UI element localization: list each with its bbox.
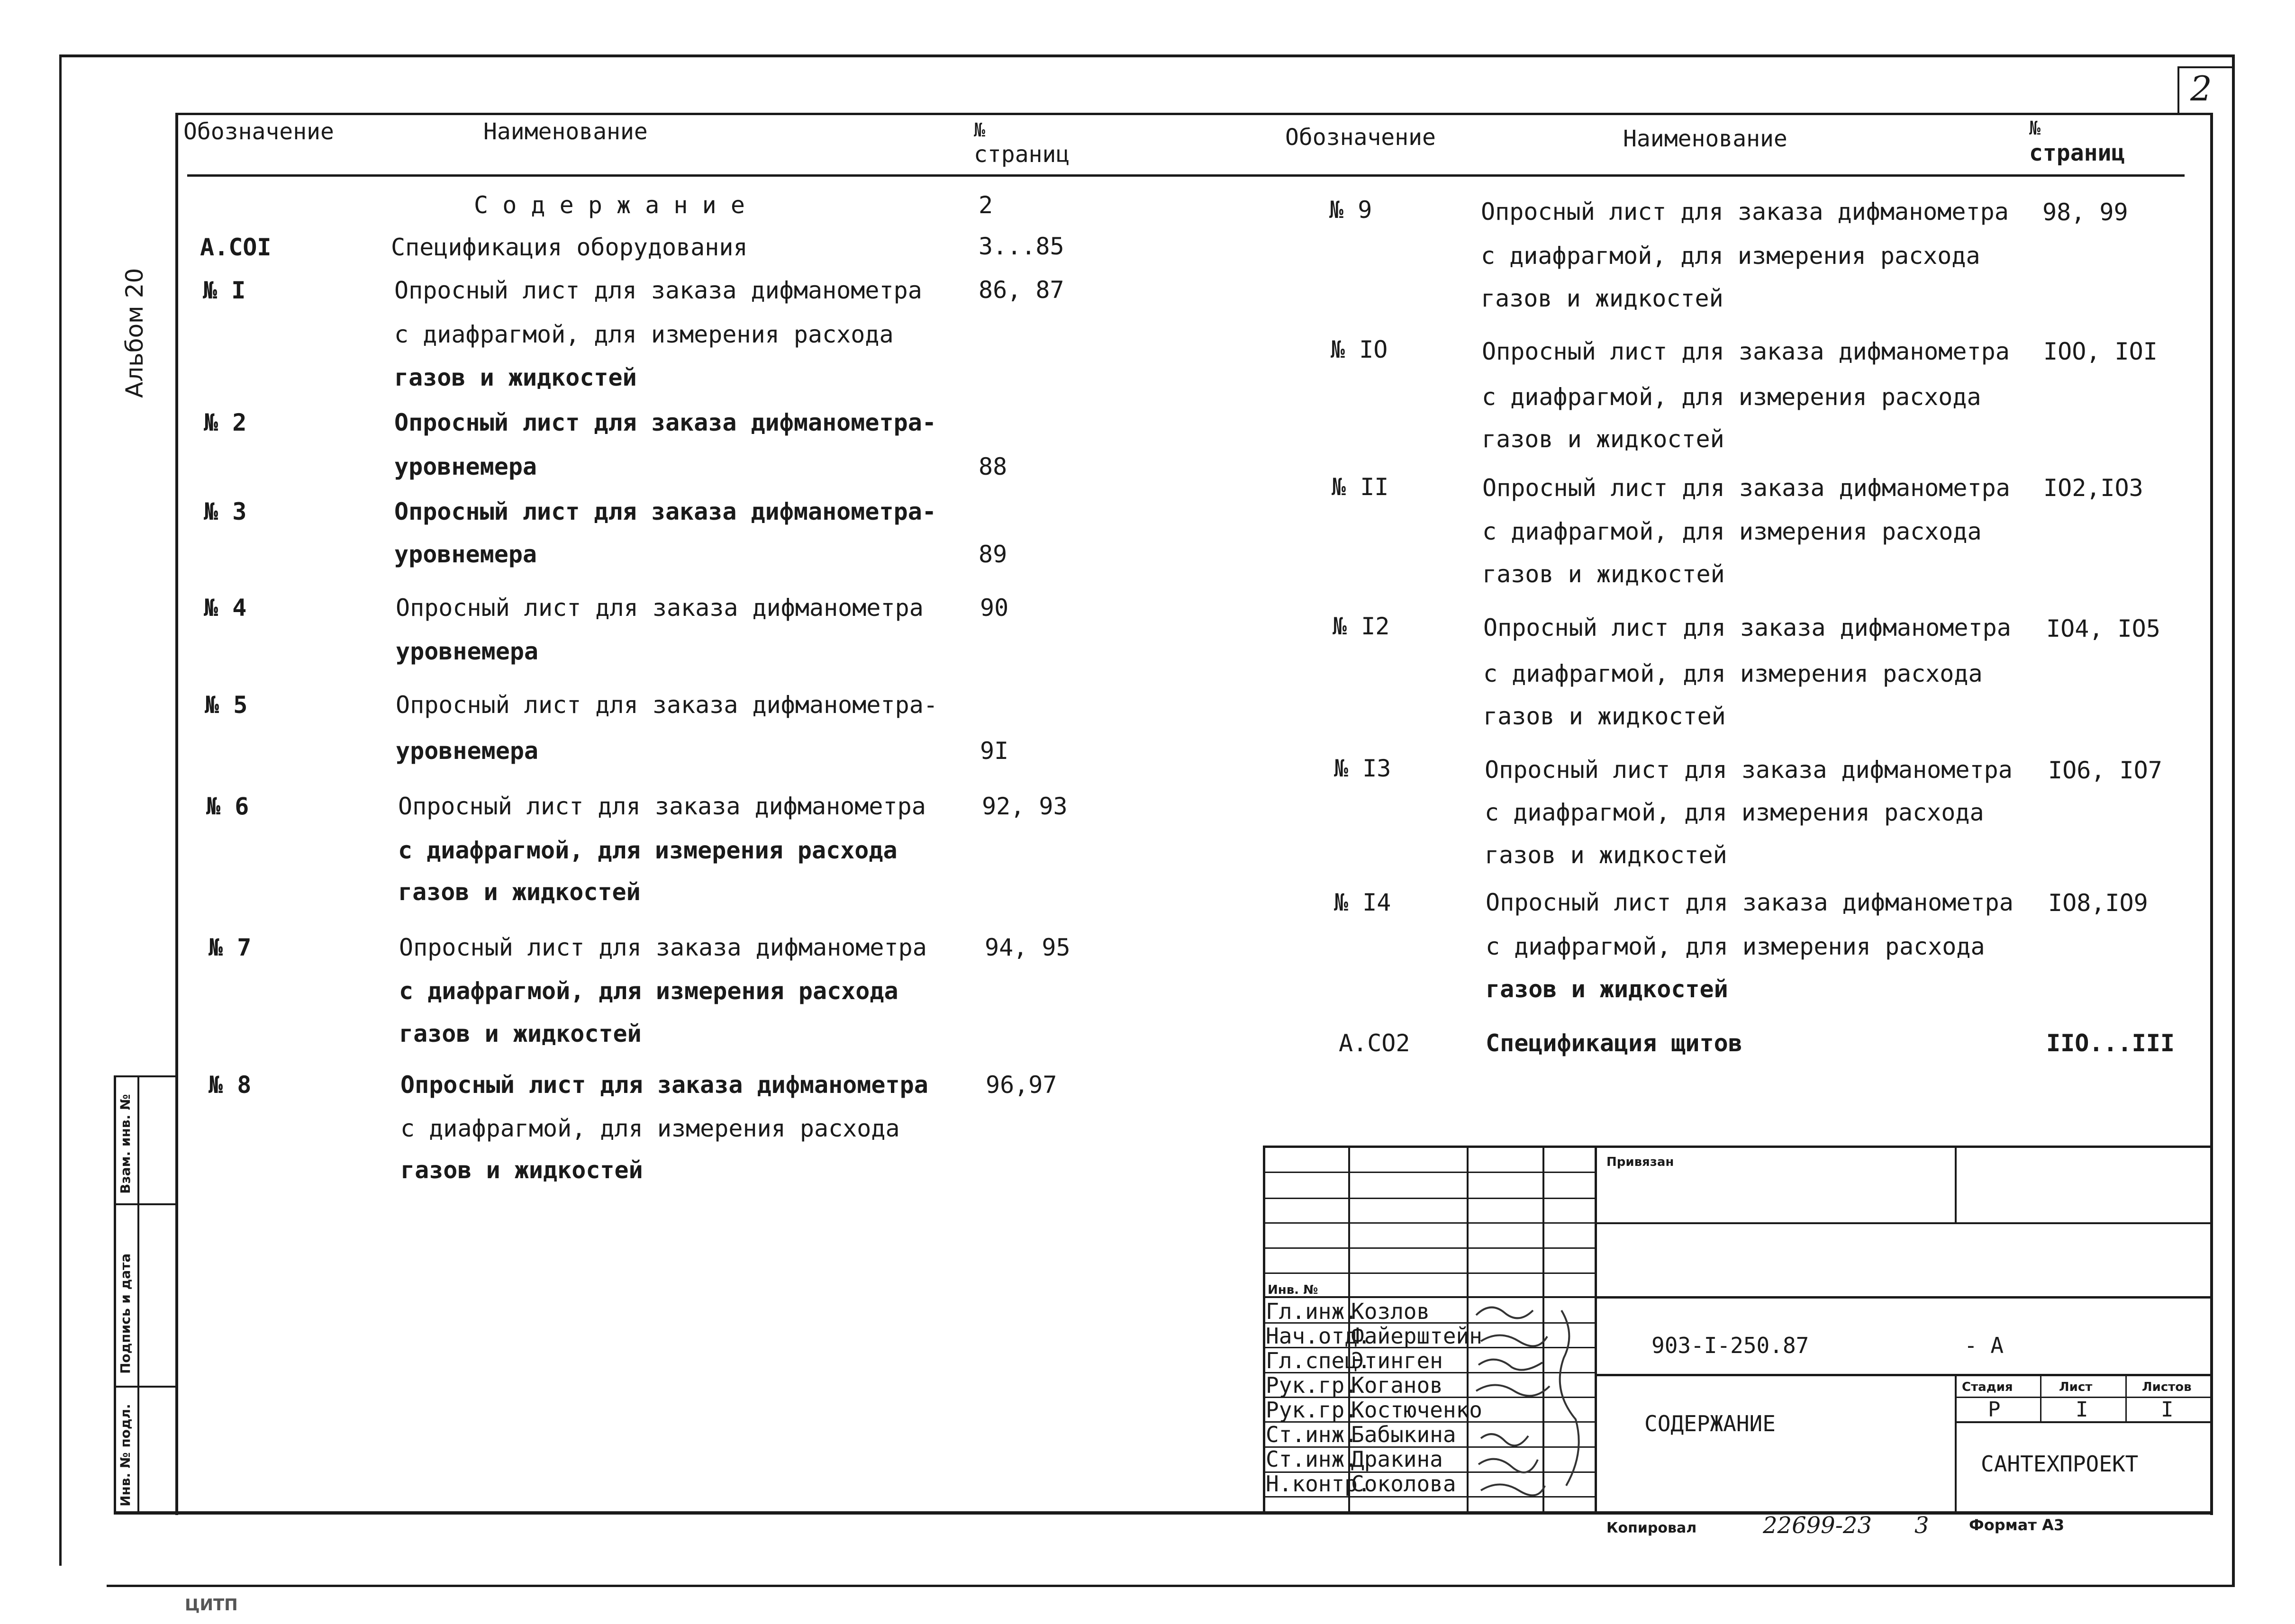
side-stamp-signature-date: Подпись и дата bbox=[118, 1253, 133, 1374]
signature-name: Соколова bbox=[1351, 1471, 1456, 1497]
document-code: 903-I-250.87 bbox=[1651, 1333, 1809, 1358]
left-entry-designation: № 3 bbox=[204, 498, 247, 525]
privyazan-label: Привязан bbox=[1606, 1155, 1674, 1169]
left-entry-pages: 89 bbox=[979, 541, 1007, 568]
right-entry-line: с диафрагмой, для измерения расхода bbox=[1485, 799, 1984, 826]
left-entry-line: Опросный лист для заказа дифманометра bbox=[399, 934, 927, 961]
left-entry-pages: 94, 95 bbox=[985, 934, 1070, 961]
side-stamp-left bbox=[114, 1075, 116, 1514]
left-entry-designation: № I bbox=[203, 277, 246, 304]
right-entry-line: Опросный лист для заказа дифманометра bbox=[1486, 889, 2014, 916]
bottom-code: ЦИТП bbox=[185, 1596, 238, 1615]
right-header-pages: страниц bbox=[2029, 140, 2125, 166]
right-entry-designation: № I4 bbox=[1334, 889, 1391, 916]
right-entry-line: Опросный лист для заказа дифманометра bbox=[1481, 198, 2009, 226]
right-entry-designation: № I2 bbox=[1333, 613, 1390, 640]
left-entry-line: уровнемера bbox=[396, 638, 539, 665]
left-entry-pages: 86, 87 bbox=[979, 276, 1064, 304]
left-entry-line: Опросный лист для заказа дифманометра bbox=[394, 277, 922, 304]
left-header-pages-no: № bbox=[974, 119, 986, 141]
side-stamp-sep1 bbox=[114, 1203, 178, 1205]
side-stamp-divider bbox=[137, 1075, 139, 1514]
signature-role: Гл.спец. bbox=[1266, 1348, 1371, 1373]
right-entry-line: с диафрагмой, для измерения расхода bbox=[1482, 518, 1982, 545]
copy-sheet: 3 bbox=[1914, 1512, 1929, 1539]
left-entry-line: газов и жидкостей bbox=[394, 364, 637, 391]
contents-title-page: 2 bbox=[979, 191, 993, 219]
outer-frame-bottom bbox=[107, 1585, 2235, 1587]
left-entry-pages: 90 bbox=[980, 594, 1009, 622]
right-entry-line: с диафрагмой, для измерения расхода bbox=[1486, 933, 1985, 960]
left-entry-designation: А.СОI bbox=[200, 234, 272, 261]
left-entry-pages: 92, 93 bbox=[982, 793, 1068, 820]
sheet-label: Лист bbox=[2059, 1380, 2093, 1394]
left-entry-line: газов и жидкостей bbox=[399, 1020, 642, 1047]
right-entry-designation: № I3 bbox=[1334, 755, 1391, 782]
right-entry-designation: А.СО2 bbox=[1339, 1029, 1410, 1057]
outer-frame-top bbox=[59, 54, 2234, 57]
left-entry-line: Опросный лист для заказа дифманометра bbox=[400, 1071, 928, 1099]
handwritten-signatures bbox=[1467, 1296, 1597, 1514]
left-header-pages: страниц bbox=[974, 141, 1070, 168]
right-entry-line: с диафрагмой, для измерения расхода bbox=[1482, 383, 1981, 411]
left-entry-line: с диафрагмой, для измерения расхода bbox=[394, 321, 894, 348]
right-header-designation: Обозначение bbox=[1285, 124, 1436, 151]
left-entry-line: Спецификация оборудования bbox=[391, 234, 748, 261]
right-entry-line: газов и жидкостей bbox=[1485, 841, 1727, 869]
right-entry-designation: № II bbox=[1332, 473, 1389, 501]
signature-name: Бабыкина bbox=[1351, 1422, 1456, 1447]
left-entry-line: газов и жидкостей bbox=[398, 878, 641, 906]
left-entry-designation: № 7 bbox=[209, 934, 252, 961]
side-stamp-inv-podl: Инв. № подл. bbox=[118, 1404, 133, 1507]
side-stamp-vzam-inv: Взам. инв. № bbox=[118, 1094, 133, 1194]
page-box-top bbox=[2177, 66, 2232, 68]
sheet-title: СОДЕРЖАНИЕ bbox=[1644, 1411, 1776, 1436]
left-entry-line: с диафрагмой, для измерения расхода bbox=[398, 837, 898, 864]
inner-frame-left bbox=[175, 113, 178, 1515]
contents-title: С о д е р ж а н и е bbox=[474, 191, 745, 219]
right-entry-pages: IO4, IO5 bbox=[2046, 615, 2160, 642]
right-entry-pages: IIO...III bbox=[2046, 1029, 2175, 1057]
right-entry-designation: № IO bbox=[1331, 336, 1388, 363]
signature-name: Дракина bbox=[1351, 1446, 1443, 1472]
left-entry-designation: № 2 bbox=[204, 409, 247, 436]
inv-no-label: Инв. № bbox=[1268, 1283, 1318, 1297]
left-entry-pages: 9I bbox=[980, 737, 1009, 765]
right-entry-line: Опросный лист для заказа дифманометра bbox=[1485, 756, 2013, 784]
document-suffix: - А bbox=[1964, 1333, 2004, 1358]
left-header-designation: Обозначение bbox=[183, 118, 334, 145]
side-stamp-sep2 bbox=[114, 1386, 178, 1388]
signature-name: Костюченко bbox=[1351, 1397, 1482, 1423]
right-header-pages-no: № bbox=[2029, 117, 2041, 139]
left-entry-pages: 88 bbox=[979, 453, 1007, 480]
left-entry-pages: 3...85 bbox=[979, 233, 1064, 260]
copy-number: 22699-23 bbox=[1763, 1512, 1872, 1539]
left-entry-line: уровнемера bbox=[394, 453, 537, 480]
left-entry-line: уровнемера bbox=[394, 541, 537, 568]
left-entry-line: Опросный лист для заказа дифманометра- bbox=[394, 409, 936, 436]
right-entry-pages: IO8,IO9 bbox=[2048, 889, 2148, 917]
signature-role: Ст.инж. bbox=[1266, 1446, 1358, 1472]
signature-name: Этинген bbox=[1351, 1348, 1443, 1373]
right-header-name: Наименование bbox=[1623, 126, 1787, 152]
stage-value: Р bbox=[1988, 1398, 2001, 1422]
signature-name: Файерштейн bbox=[1351, 1323, 1482, 1349]
left-entry-line: газов и жидкостей bbox=[400, 1156, 643, 1184]
right-entry-line: Опросный лист для заказа дифманометра bbox=[1482, 474, 2010, 502]
left-entry-designation: № 8 bbox=[209, 1071, 252, 1099]
right-entry-line: газов и жидкостей bbox=[1483, 703, 1726, 730]
signature-role: Нач.отд. bbox=[1266, 1323, 1371, 1349]
right-entry-line: с диафрагмой, для измерения расхода bbox=[1483, 660, 1983, 687]
signature-role: Ст.инж. bbox=[1266, 1422, 1358, 1447]
copied-label: Копировал bbox=[1606, 1520, 1697, 1536]
sheet-value: I bbox=[2076, 1398, 2088, 1422]
left-entry-line: с диафрагмой, для измерения расхода bbox=[400, 1115, 900, 1142]
page-number: 2 bbox=[2190, 69, 2212, 108]
right-entry-line: газов и жидкостей bbox=[1486, 975, 1728, 1003]
right-entry-line: газов и жидкостей bbox=[1482, 560, 1725, 588]
inner-frame-top bbox=[175, 113, 2213, 115]
right-entry-line: с диафрагмой, для измерения расхода bbox=[1481, 242, 1980, 270]
left-entry-pages: 96,97 bbox=[986, 1071, 1057, 1099]
left-entry-designation: № 6 bbox=[206, 793, 249, 820]
title-block bbox=[1263, 1146, 2213, 1514]
right-entry-line: газов и жидкостей bbox=[1482, 425, 1724, 453]
left-entry-designation: № 5 bbox=[205, 691, 248, 719]
left-entry-line: уровнемера bbox=[396, 737, 539, 765]
signature-name: Коганов bbox=[1351, 1372, 1443, 1398]
album-label: Альбом 20 bbox=[121, 268, 148, 398]
format-label: Формат А3 bbox=[1969, 1516, 2065, 1534]
signature-role: Рук.гр. bbox=[1266, 1397, 1358, 1423]
outer-frame-left bbox=[59, 54, 62, 1566]
sheets-label: Листов bbox=[2142, 1380, 2192, 1394]
side-stamp-top bbox=[114, 1075, 178, 1077]
organization: САНТЕХПРОЕКТ bbox=[1981, 1451, 2139, 1477]
right-entry-pages: IO2,IO3 bbox=[2043, 474, 2143, 502]
left-entry-line: Опросный лист для заказа дифманометра bbox=[398, 793, 926, 820]
header-underline bbox=[187, 174, 2185, 177]
right-entry-pages: IO6, IO7 bbox=[2048, 757, 2162, 784]
signature-name: Козлов bbox=[1351, 1299, 1430, 1324]
right-entry-line: газов и жидкостей bbox=[1481, 285, 1724, 312]
signature-role: Н.контр. bbox=[1266, 1471, 1371, 1497]
right-entry-line: Опросный лист для заказа дифманометра bbox=[1483, 614, 2011, 641]
left-entry-designation: № 4 bbox=[204, 594, 247, 622]
right-entry-pages: IOO, IOI bbox=[2043, 338, 2158, 365]
outer-frame-right bbox=[2232, 54, 2235, 1587]
right-entry-pages: 98, 99 bbox=[2042, 198, 2128, 226]
left-entry-line: Опросный лист для заказа дифманометра- bbox=[394, 498, 936, 525]
left-header-name: Наименование bbox=[483, 118, 648, 145]
signature-role: Рук.гр. bbox=[1266, 1372, 1358, 1398]
signature-role: Гл.инж. bbox=[1266, 1299, 1358, 1324]
left-entry-line: Опросный лист для заказа дифманометра bbox=[396, 594, 924, 622]
page-box-left bbox=[2177, 66, 2179, 113]
right-entry-line: Опросный лист для заказа дифманометра bbox=[1482, 338, 2010, 365]
stage-label: Стадия bbox=[1962, 1380, 2013, 1394]
left-entry-line: с диафрагмой, для измерения расхода bbox=[399, 977, 898, 1005]
right-entry-line: Спецификация щитов bbox=[1486, 1029, 1742, 1057]
right-entry-designation: № 9 bbox=[1329, 196, 1372, 224]
left-entry-line: Опросный лист для заказа дифманометра- bbox=[396, 691, 938, 719]
sheets-value: I bbox=[2161, 1398, 2174, 1422]
